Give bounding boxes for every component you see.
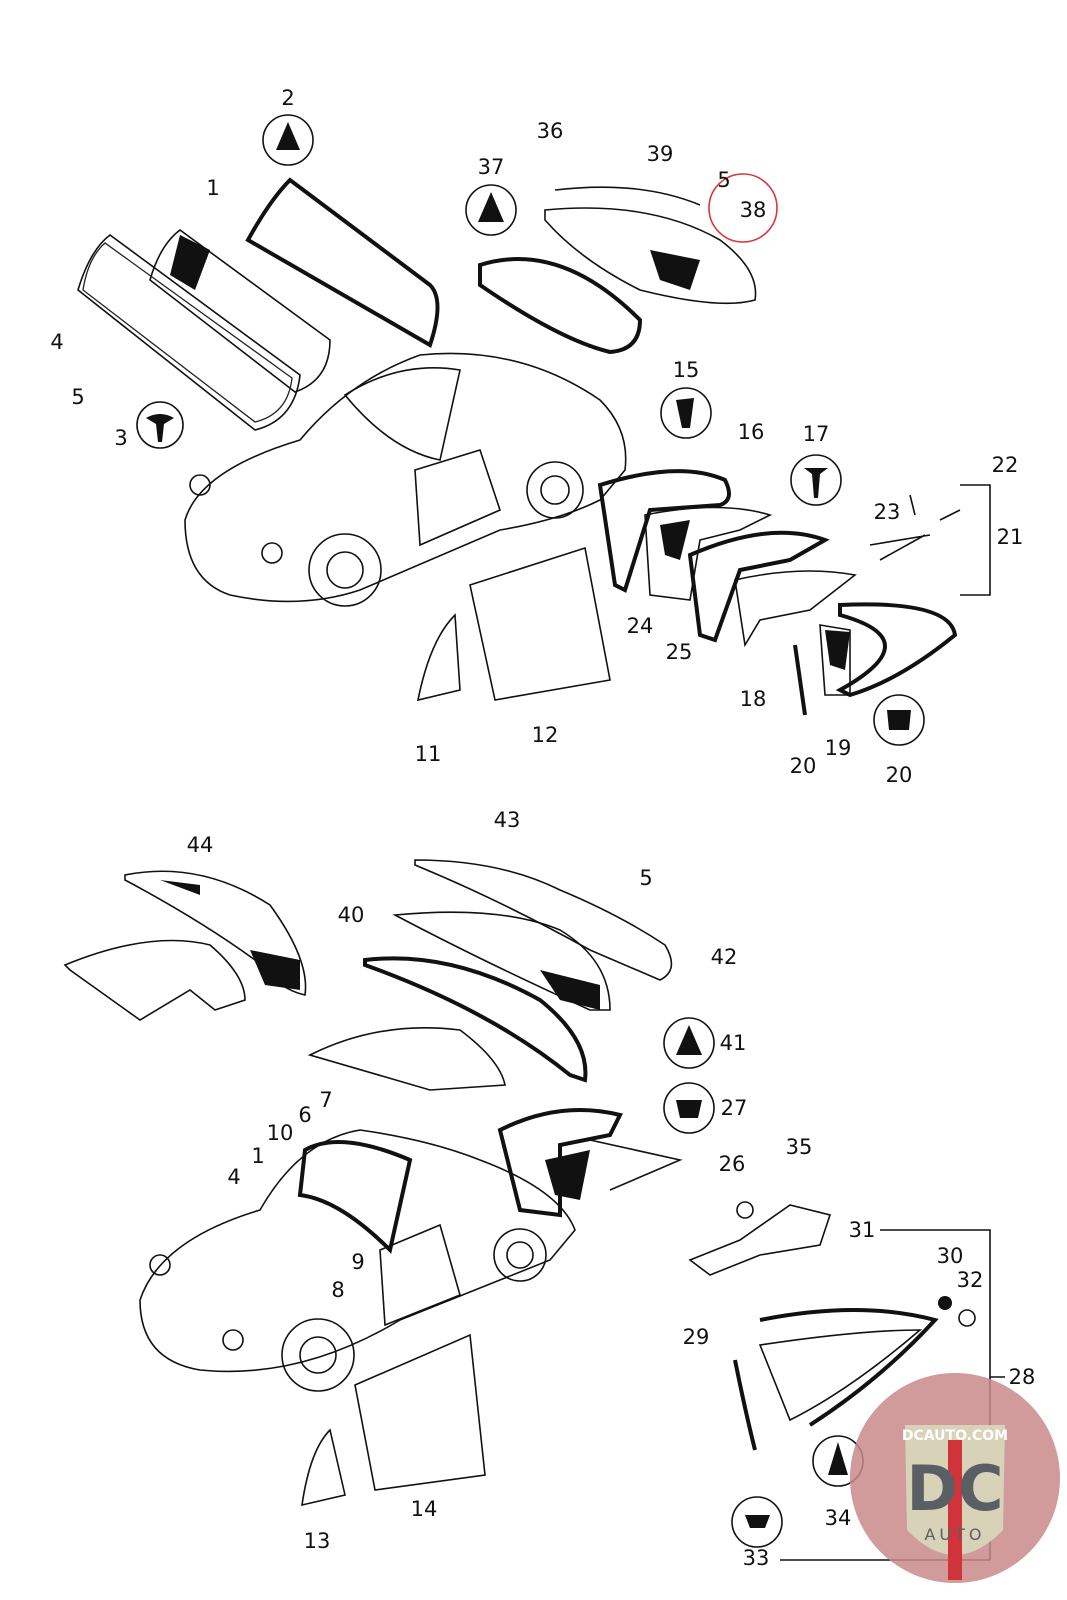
callout-9: 9 [351, 1250, 365, 1274]
callout-26: 26 [718, 1152, 746, 1176]
callout-35: 35 [785, 1135, 813, 1159]
callout-36: 36 [536, 119, 564, 143]
windshield-seal-2 [248, 180, 438, 345]
callout-13: 13 [303, 1529, 331, 1553]
callout-30: 30 [936, 1244, 964, 1268]
badge-3 [137, 402, 183, 448]
watermark-subtext: AUTO [924, 1525, 986, 1544]
callout-4: 4 [50, 330, 64, 354]
callout-33: 33 [742, 1546, 770, 1570]
callout-14: 14 [410, 1497, 438, 1521]
callout-2: 2 [281, 86, 295, 110]
callout-12: 12 [531, 723, 559, 747]
callout-3: 3 [114, 426, 128, 450]
callout-29: 29 [682, 1325, 710, 1349]
callout-20: 20 [885, 763, 913, 787]
callout-22: 22 [991, 453, 1019, 477]
callout-20: 20 [789, 754, 817, 778]
callout-4: 4 [227, 1165, 241, 1189]
dcauto-watermark-logo [850, 1373, 1060, 1583]
callout-38: 38 [739, 198, 767, 222]
callout-44: 44 [186, 833, 214, 857]
callout-5: 5 [717, 168, 731, 192]
callout-1: 1 [206, 176, 220, 200]
callout-34: 34 [824, 1506, 852, 1530]
cabriolet-car-outline [140, 1130, 575, 1505]
callout-28: 28 [1008, 1365, 1036, 1389]
callout-24: 24 [626, 614, 654, 638]
coupe-car-outline [185, 353, 626, 606]
callout-18: 18 [739, 687, 767, 711]
callout-27: 27 [720, 1096, 748, 1120]
callout-8: 8 [331, 1278, 345, 1302]
callout-labels [50, 86, 1035, 1570]
callout-15: 15 [672, 358, 700, 382]
badge-2 [263, 115, 313, 165]
callout-41: 41 [719, 1031, 747, 1055]
callout-7: 7 [319, 1088, 333, 1112]
callout-31: 31 [848, 1218, 876, 1242]
callout-40: 40 [337, 903, 365, 927]
callout-17: 17 [802, 422, 830, 446]
rear-window-glass [545, 187, 756, 303]
watermark-letters: DC [906, 1452, 1004, 1525]
quarter-windows [418, 388, 990, 745]
callout-37: 37 [477, 155, 505, 179]
callout-43: 43 [493, 808, 521, 832]
callout-39: 39 [646, 142, 674, 166]
hardtop-and-windows [65, 860, 714, 1215]
callout-42: 42 [710, 945, 738, 969]
callout-25: 25 [665, 640, 693, 664]
callout-21: 21 [996, 525, 1024, 549]
watermark-url: DCAUTO.COM [901, 1428, 1009, 1444]
callout-6: 6 [298, 1103, 312, 1127]
callout-11: 11 [414, 742, 442, 766]
callout-5: 5 [71, 385, 85, 409]
callout-10: 10 [266, 1121, 294, 1145]
callout-1: 1 [251, 1144, 265, 1168]
callout-16: 16 [737, 420, 765, 444]
callout-19: 19 [824, 736, 852, 760]
callout-23: 23 [873, 500, 901, 524]
callout-32: 32 [956, 1268, 984, 1292]
callout-5: 5 [639, 866, 653, 890]
